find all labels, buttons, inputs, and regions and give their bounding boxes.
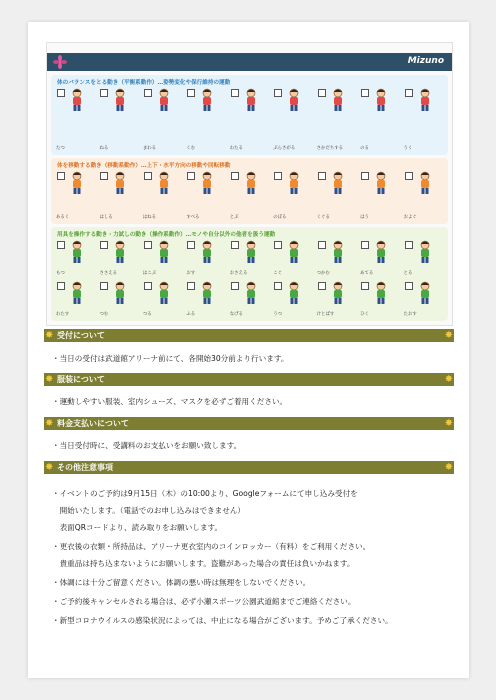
child-illustration-icon: [154, 240, 174, 264]
star-icon: ✸: [45, 374, 54, 385]
child-illustration-icon: [67, 88, 87, 112]
movement-label: たおす: [403, 312, 417, 317]
child-illustration-icon: [328, 281, 348, 305]
checkbox-icon[interactable]: [318, 172, 326, 180]
movement-label: もつ: [56, 271, 65, 276]
star-icon: ✸: [45, 418, 54, 429]
reception-line-1: ・当日の受付は武道館アリーナ前にて、各開始30分前より行います。: [52, 354, 289, 363]
section-title-payment: 料金支払いについて: [57, 419, 129, 428]
section-bar-clothing: [44, 373, 454, 386]
movement-item: [142, 170, 183, 222]
child-illustration-icon: [415, 281, 435, 305]
checkbox-icon[interactable]: [274, 241, 282, 249]
flyer-page: [28, 22, 469, 678]
notes-line-5: 貴重品は持ち込まないようにお願いします。盗難があった場合の責任は負いかねます。: [52, 559, 355, 568]
section-manipulation: [51, 227, 448, 321]
child-illustration-icon: [371, 240, 391, 264]
star-icon: ✸: [444, 418, 453, 429]
movement-item: [359, 170, 400, 222]
child-illustration-icon: [415, 88, 435, 112]
section-bar-notes: [44, 461, 454, 474]
movement-label: のる: [360, 146, 369, 151]
child-illustration-icon: [67, 281, 87, 305]
movement-label: うく: [403, 146, 413, 151]
checkbox-icon[interactable]: [231, 282, 239, 290]
checkbox-icon[interactable]: [318, 89, 326, 97]
movement-item: [98, 280, 139, 319]
checkbox-icon[interactable]: [57, 282, 65, 290]
child-illustration-icon: [371, 281, 391, 305]
section-manipulation-title: 用具を操作する動き・力試しの動き（操作系動作）…モノや自分以外の他者を扱う運動: [57, 232, 276, 238]
movement-label: さかだちする: [316, 146, 344, 151]
movement-label: すべる: [186, 215, 200, 220]
checkbox-icon[interactable]: [100, 282, 108, 290]
movement-label: のぼる: [273, 215, 287, 220]
payment-line-1: ・当日受付時に、受講料のお支払いをお願い致します。: [52, 441, 242, 450]
movement-label: ふる: [186, 312, 196, 317]
child-illustration-icon: [197, 88, 217, 112]
movement-item: [272, 170, 313, 222]
movement-label: なげる: [229, 312, 243, 317]
checkbox-icon[interactable]: [361, 241, 369, 249]
movement-label: くむ: [186, 146, 196, 151]
checkbox-icon[interactable]: [187, 89, 195, 97]
child-illustration-icon: [284, 88, 304, 112]
movement-item: [316, 170, 357, 222]
movement-item: [55, 239, 96, 278]
movement-label: つかむ: [316, 271, 330, 276]
notes-line-8: ・新型コロナウイルスの感染状況によっては、中止になる場合がございます。予めご了承ください。: [52, 616, 393, 625]
movement-item: [55, 170, 96, 222]
movement-label: とる: [403, 271, 413, 276]
movement-item: [185, 280, 226, 319]
movement-item: [55, 87, 96, 153]
checkbox-icon[interactable]: [361, 89, 369, 97]
checkbox-icon[interactable]: [274, 89, 282, 97]
notes-line-1: ・イベントのご予約は9月15日（木）の10:00より、Googleフォームにて申し込み受付を: [52, 489, 358, 498]
movement-item: [403, 170, 444, 222]
chart-banner: [47, 53, 452, 71]
movement-label: ねる: [99, 146, 109, 151]
checkbox-icon[interactable]: [231, 241, 239, 249]
movement-label: けとばす: [316, 312, 335, 317]
movement-label: こぐ: [273, 271, 283, 276]
child-illustration-icon: [284, 240, 304, 264]
section-balance-title: 体のバランスをとる動き（平衡系動作）…姿勢変化や保行維持の運動: [57, 80, 231, 86]
checkbox-icon[interactable]: [405, 241, 413, 249]
checkbox-icon[interactable]: [231, 89, 239, 97]
checkbox-icon[interactable]: [187, 241, 195, 249]
section-locomotion: [51, 158, 448, 224]
section-balance-grid: [55, 87, 444, 153]
movement-item: [316, 87, 357, 153]
child-illustration-icon: [197, 281, 217, 305]
movement-label: はう: [360, 215, 369, 220]
star-icon: ✸: [444, 462, 453, 473]
child-illustration-icon: [328, 88, 348, 112]
star-icon: ✸: [444, 330, 453, 341]
movement-label: はこぶ: [142, 271, 157, 276]
child-illustration-icon: [284, 171, 304, 195]
movement-item: [403, 87, 444, 153]
movement-label: はしる: [99, 215, 113, 220]
movement-item: [185, 170, 226, 222]
movement-item: [55, 280, 96, 319]
notes-line-3: 表面QRコードより、読み取りをお願いします。: [52, 523, 223, 532]
section-title-notes: その他注意事項: [57, 463, 113, 472]
movement-item: [98, 87, 139, 153]
child-illustration-icon: [154, 281, 174, 305]
section-title-reception: 受付について: [57, 331, 105, 340]
movement-label: つむ: [99, 312, 109, 317]
section-locomotion-grid: [55, 170, 444, 222]
movement-item: [142, 87, 183, 153]
child-illustration-icon: [371, 171, 391, 195]
brand-logo: Mizuno: [407, 56, 444, 66]
movement-label: たつ: [56, 146, 65, 151]
child-illustration-icon: [241, 281, 261, 305]
movement-item: [272, 87, 313, 153]
checkbox-icon[interactable]: [318, 241, 326, 249]
movement-item: [229, 87, 270, 153]
movement-label: おす: [186, 271, 196, 276]
child-illustration-icon: [328, 171, 348, 195]
notes-line-7: ・ご予約後キャンセルされる場合は、必ず小瀬スポーツ公園武道館までご連絡ください。: [52, 597, 356, 606]
checkbox-icon[interactable]: [318, 282, 326, 290]
clothing-line-1: ・運動しやすい服装、室内シューズ、マスクを必ずご着用ください。: [52, 397, 288, 406]
movement-label: おさえる: [229, 271, 248, 276]
child-illustration-icon: [241, 88, 261, 112]
section-balance: [51, 75, 448, 155]
child-illustration-icon: [241, 240, 261, 264]
movement-item: [403, 239, 444, 278]
movement-item: [185, 239, 226, 278]
flower-icon: [53, 55, 67, 69]
movement-item: [229, 170, 270, 222]
section-locomotion-title: 体を移動する動き（移動系動作）…上下・水平方向の移動や回転移動: [57, 163, 231, 169]
checkbox-icon[interactable]: [57, 89, 65, 97]
child-illustration-icon: [197, 171, 217, 195]
checkbox-icon[interactable]: [144, 89, 152, 97]
movement-item: [272, 280, 313, 319]
child-illustration-icon: [110, 240, 130, 264]
checkbox-icon[interactable]: [405, 89, 413, 97]
movement-item: [403, 280, 444, 319]
checkbox-icon[interactable]: [187, 282, 195, 290]
checkbox-icon[interactable]: [100, 172, 108, 180]
checkbox-icon[interactable]: [361, 282, 369, 290]
movement-label: つる: [142, 312, 152, 317]
child-illustration-icon: [284, 281, 304, 305]
checkbox-icon[interactable]: [100, 241, 108, 249]
star-icon: ✸: [45, 462, 54, 473]
movement-label: まわる: [142, 146, 157, 151]
section-manipulation-grid: [55, 239, 444, 319]
child-illustration-icon: [371, 88, 391, 112]
checkbox-icon[interactable]: [144, 241, 152, 249]
section-bar-payment: [44, 417, 454, 430]
movement-item: [359, 239, 400, 278]
child-illustration-icon: [415, 240, 435, 264]
movement-chart: [46, 42, 453, 326]
movement-item: [229, 280, 270, 319]
notes-line-2: 開始いたします。（電話でのお申し込みはできません）: [52, 506, 246, 515]
checkbox-icon[interactable]: [100, 89, 108, 97]
child-illustration-icon: [154, 88, 174, 112]
movement-label: およぐ: [403, 215, 417, 220]
child-illustration-icon: [328, 240, 348, 264]
notes-line-6: ・体調には十分ご留意ください。体調の悪い時は無理をしないでください。: [52, 578, 311, 587]
child-illustration-icon: [110, 88, 130, 112]
child-illustration-icon: [110, 281, 130, 305]
checkbox-icon[interactable]: [405, 172, 413, 180]
checkbox-icon[interactable]: [57, 172, 65, 180]
child-illustration-icon: [67, 171, 87, 195]
section-bar-reception: [44, 329, 454, 342]
notes-line-4: ・更衣後の衣類・所持品は、アリーナ更衣室内のコインロッカー（有料）をご利用ください。: [52, 542, 371, 551]
movement-label: わたす: [56, 312, 70, 317]
checkbox-icon[interactable]: [274, 282, 282, 290]
movement-label: はねる: [142, 215, 157, 220]
movement-label: あてる: [360, 271, 374, 276]
movement-label: ささえる: [99, 271, 118, 276]
movement-item: [142, 239, 183, 278]
checkbox-icon[interactable]: [144, 282, 152, 290]
movement-label: あるく: [56, 215, 70, 220]
star-icon: ✸: [444, 374, 453, 385]
movement-item: [316, 280, 357, 319]
movement-label: うつ: [273, 312, 283, 317]
movement-label: わたる: [229, 146, 243, 151]
movement-item: [229, 239, 270, 278]
checkbox-icon[interactable]: [361, 172, 369, 180]
movement-item: [316, 239, 357, 278]
child-illustration-icon: [415, 171, 435, 195]
movement-item: [98, 239, 139, 278]
movement-item: [98, 170, 139, 222]
movement-item: [359, 87, 400, 153]
movement-label: くぐる: [316, 215, 330, 220]
checkbox-icon[interactable]: [231, 172, 239, 180]
movement-item: [185, 87, 226, 153]
child-illustration-icon: [241, 171, 261, 195]
checkbox-icon[interactable]: [144, 172, 152, 180]
checkbox-icon[interactable]: [274, 172, 282, 180]
checkbox-icon[interactable]: [187, 172, 195, 180]
section-title-clothing: 服装について: [57, 375, 105, 384]
movement-label: ぶらさがる: [273, 146, 296, 151]
movement-item: [142, 280, 183, 319]
checkbox-icon[interactable]: [405, 282, 413, 290]
child-illustration-icon: [110, 171, 130, 195]
movement-label: とぶ: [229, 215, 239, 220]
child-illustration-icon: [197, 240, 217, 264]
star-icon: ✸: [45, 330, 54, 341]
checkbox-icon[interactable]: [57, 241, 65, 249]
movement-item: [272, 239, 313, 278]
movement-item: [359, 280, 400, 319]
child-illustration-icon: [67, 240, 87, 264]
movement-label: ひく: [360, 312, 369, 317]
child-illustration-icon: [154, 171, 174, 195]
